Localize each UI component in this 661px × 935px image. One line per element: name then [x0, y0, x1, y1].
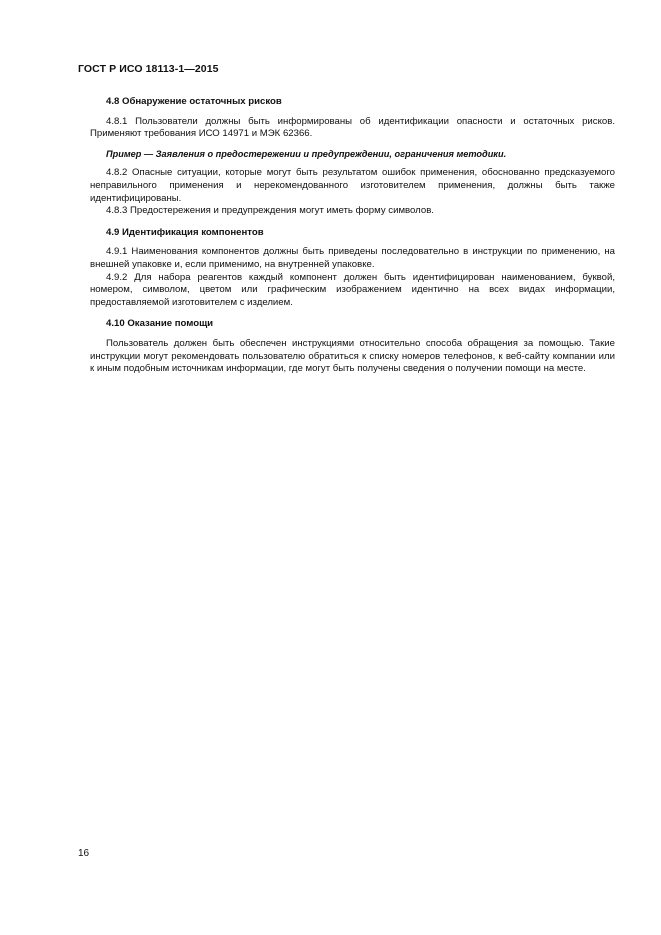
paragraph: 4.9.2 Для набора реагентов каждый компонент должен быть идентифицирован наименованием, буквой, номером, символом, цветом или графическим изображением идентично на всех видах информации, предоставляемой изготовителем с изделием.	[90, 271, 615, 308]
paragraph: 4.8.2 Опасные ситуации, которые могут быть результатом ошибок применения, обоснованно предсказуемого неправильного применения и нерекомендованного изготовителем применения, должны быть также идентифицированы.	[90, 167, 615, 204]
standard-header: ГОСТ Р ИСО 18113-1—2015	[78, 63, 219, 75]
section-4-10	[90, 318, 615, 375]
paragraph: 4.8.3 Предостережения и предупреждения могут иметь форму символов.	[106, 205, 434, 217]
paragraph: Пользователь должен быть обеспечен инструкциями относительно способа обращения за помощью. Такие инструкции могут рекомендовать пользователю обратиться к списку номеров телефонов, к веб-сайту компании или к иным подобным источникам информации, где могут быть получены сведения о получении помощи на месте.	[90, 337, 615, 375]
section-4-8	[90, 96, 615, 218]
paragraph: 4.8.1 Пользователи должны быть информированы об идентификации опасности и остаточных рисков. Применяют требования ИСО 14971 и МЭК 62366.	[90, 115, 615, 140]
page-number: 16	[78, 848, 90, 859]
section-title: 4.9 Идентификация компонентов	[106, 226, 264, 238]
example-note: Пример — Заявления о предостережении и предупреждении, ограничения методики.	[106, 148, 507, 159]
document-body	[90, 96, 615, 376]
section-title: 4.8 Обнаружение остаточных рисков	[106, 96, 282, 107]
section-title: 4.10 Оказание помощи	[106, 318, 214, 330]
section-4-9	[90, 227, 615, 310]
paragraph: 4.9.1 Наименования компонентов должны быть приведены последовательно в инструкции по применению, на внешней упаковке и, если применимо, на внутренней упаковке.	[90, 246, 615, 270]
